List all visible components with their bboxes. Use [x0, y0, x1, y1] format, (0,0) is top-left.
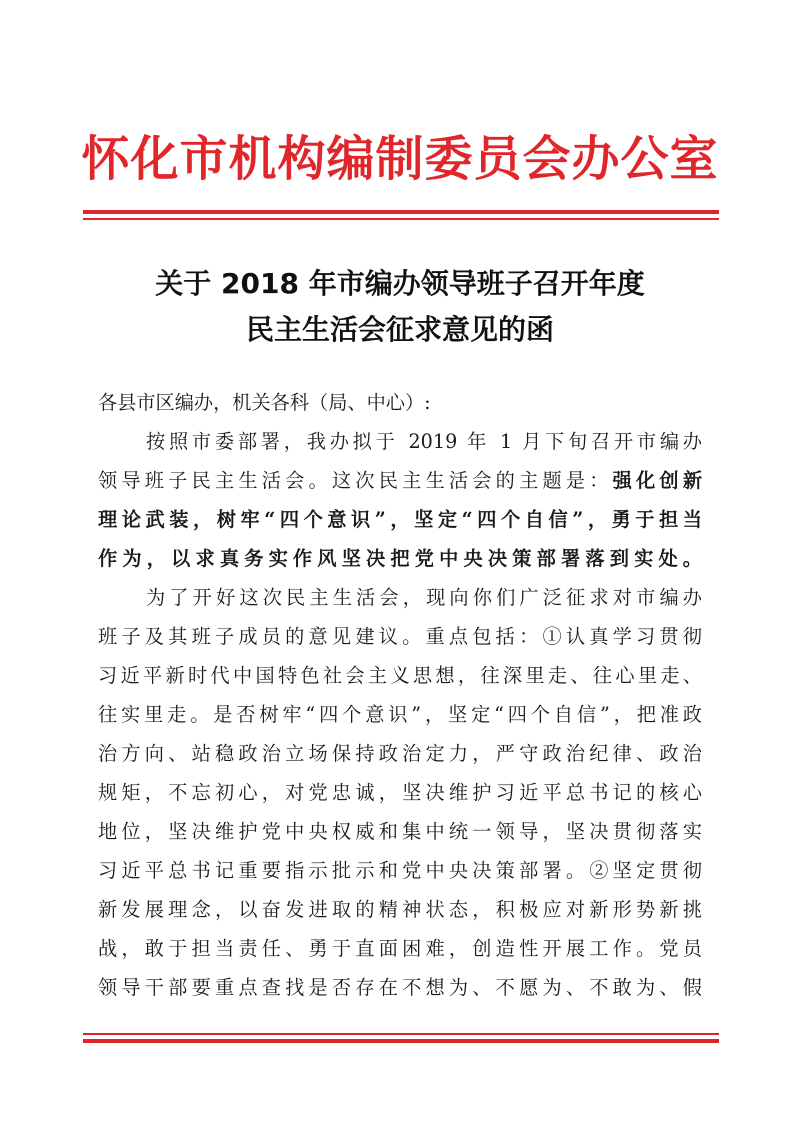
paragraph-2-line-8: 习近平总书记重要指示批示和党中央决策部署。②坚定贯彻: [98, 859, 702, 882]
footer-rule-thick: [83, 1039, 719, 1043]
paragraph-2-line-1: 为了开好这次民主生活会，现向你们广泛征求对市编办: [146, 586, 702, 609]
paragraph-2-line-3: 习近平新时代中国特色社会主义思想，往深里走、往心里走、: [98, 664, 702, 687]
letterhead-rule-top-thick: [83, 210, 719, 214]
paragraph-1-line-4: 作为，以求真务实作风坚决把党中央决策部署落到实处。: [98, 547, 702, 570]
letterhead-org-name: 怀化市机构编制委员会办公室: [81, 131, 719, 187]
paragraph-1-line-3: 理论武装，树牢“四个意识”，坚定“四个自信”，勇于担当: [98, 508, 702, 531]
paragraph-1-line-1: 按照市委部署，我办拟于 2019 年 1 月下旬召开市编办: [146, 430, 702, 453]
salutation: 各县市区编办，机关各科（局、中心）:: [98, 391, 431, 414]
paragraph-2-line-10: 战，敢于担当责任、勇于直面困难，创造性开展工作。党员: [98, 937, 702, 960]
paragraph-2-line-2: 班子及其班子成员的意见建议。重点包括：①认真学习贯彻: [98, 625, 702, 648]
paragraph-2-line-9: 新发展理念，以奋发进取的精神状态，积极应对新形势新挑: [98, 898, 702, 921]
document-title-line-2: 民主生活会征求意见的函: [245, 313, 554, 346]
document-body: [98, 383, 702, 1007]
document-title-line-1: 关于 2018 年市编办领导班子召开年度: [155, 267, 645, 300]
footer-rule-thin: [83, 1033, 719, 1035]
paragraph-2-line-5: 治方向、站稳政治立场保持政治定力，严守政治纪律、政治: [98, 742, 702, 765]
paragraph-2-line-6: 规矩，不忘初心，对党忠诚，坚决维护习近平总书记的核心: [98, 781, 702, 804]
letterhead-rule-top-thin: [83, 218, 719, 220]
paragraph-2-line-11: 领导干部要重点查找是否存在不想为、不愿为、不敢为、假: [98, 976, 702, 999]
paragraph-1-line-2: 领导班子民主生活会。这次民主生活会的主题是：强化创新: [98, 469, 703, 492]
paragraph-2-line-4: 往实里走。是否树牢“四个意识”，坚定“四个自信”，把准政: [98, 703, 702, 726]
paragraph-2-line-7: 地位，坚决维护党中央权威和集中统一领导，坚决贯彻落实: [98, 820, 702, 843]
